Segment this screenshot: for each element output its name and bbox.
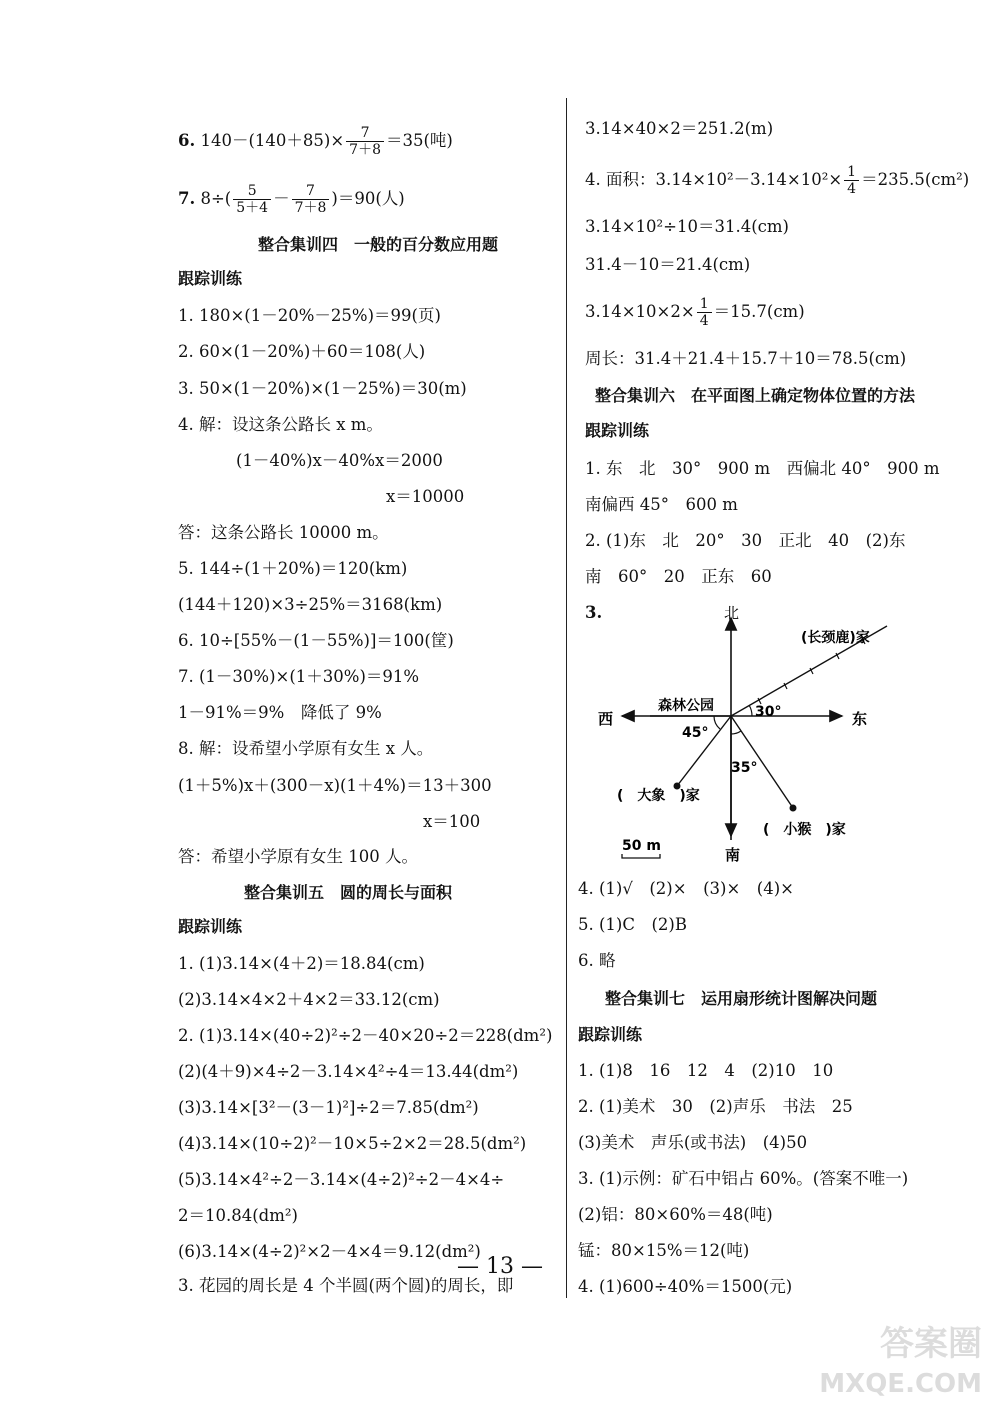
answer-line-quarter: 3.14×10×2× $\frac{1}{4}$ ＝15.7(cm) [585, 296, 805, 329]
answer-line: (3)3.14×[3²－(3－1)²]÷2＝7.85(dm²) [178, 1098, 479, 1117]
answer-line: 1. (1)3.14×(4＋2)＝18.84(cm) [178, 954, 425, 973]
answer-line: (5)3.14×4²÷2－3.14×(4÷2)²÷2－4×4÷ [178, 1170, 505, 1189]
answer-line: 1. 180×(1－20%－25%)＝99(页) [178, 306, 441, 325]
fraction: $\frac{5}{5+4}$ [233, 183, 271, 216]
page-number: — 13 — [457, 1254, 543, 1279]
answer-line: 31.4－10＝21.4(cm) [585, 255, 751, 274]
scale-label: 50 m [622, 838, 661, 854]
equation-line: x＝10000 [386, 487, 465, 506]
angle-label-35: 35° [731, 760, 758, 776]
west-label: 西 [598, 710, 614, 728]
answer-line: 3. [585, 603, 603, 622]
elephant-home-label: ( 大象 )家 [617, 788, 700, 804]
answer-line: 3. 50×(1－20%)×(1－25%)＝30(m) [178, 379, 467, 398]
answer-line: (2)3.14×4×2＋4×2＝33.12(cm) [178, 990, 440, 1009]
answer-line: 1. (1)8 16 12 4 (2)10 10 [578, 1061, 834, 1080]
answer-line: (144＋120)×3÷25%＝3168(km) [178, 595, 443, 614]
answer-line: 3.14×40×2＝251.2(m) [585, 119, 774, 138]
giraffe-home-label: (长颈鹿)家 [801, 630, 870, 646]
answer-line: 5. (1)C (2)B [578, 915, 687, 934]
equation-line: x＝100 [423, 812, 481, 831]
section-title-4: 整合集训四 一般的百分数应用题 [258, 235, 499, 254]
direction-diagram [590, 600, 890, 870]
fraction: $\frac{7}{7+8}$ [292, 183, 330, 216]
section-subtitle: 跟踪训练 [178, 917, 243, 936]
answer-line: 锰：80×15%＝12(吨) [578, 1241, 750, 1260]
answer-line: 南 60° 20 正东 60 [585, 567, 772, 586]
answer-line: 8. 解：设希望小学原有女生 x 人。 [178, 739, 434, 758]
answer-line: 4. (1)√ (2)× (3)× (4)× [578, 879, 794, 898]
section-title-5: 整合集训五 圆的周长与面积 [244, 883, 453, 902]
section-title-6: 整合集训六 在平面图上确定物体位置的方法 [595, 386, 916, 405]
monkey-home-point [790, 805, 797, 812]
east-label: 东 [852, 710, 868, 728]
watermark-en: MXQE.COM [819, 1369, 982, 1399]
answer-line: 2. 60×(1－20%)＋60＝108(人) [178, 342, 426, 361]
answer-line: 6. 略 [578, 951, 616, 970]
answer-line: 4. (1)600÷40%＝1500(元) [578, 1277, 793, 1296]
answer-line: 6. 10÷[55%－(1－55%)]＝100(筐) [178, 631, 454, 650]
page-number-value: 13 [486, 1254, 514, 1279]
answer-line: (3)美术 声乐(或书法) (4)50 [578, 1133, 808, 1152]
angle-arc-30 [749, 705, 752, 716]
answer-line: 答：希望小学原有女生 100 人。 [178, 847, 418, 866]
answer-line: 2. (1)3.14×(40÷2)²÷2－40×20÷2＝228(dm²) [178, 1026, 553, 1045]
answer-line: (6)3.14×(4÷2)²×2－4×4＝9.12(dm²) [178, 1242, 481, 1261]
answer-line: 5. 144÷(1＋20%)＝120(km) [178, 559, 408, 578]
answer-line: 答：这条公路长 10000 m。 [178, 523, 389, 542]
answer-line: 2. (1)东 北 20° 30 正北 40 (2)东 [585, 531, 906, 550]
answer-line: (4)3.14×(10÷2)²－10×5÷2×2＝28.5(dm²) [178, 1134, 527, 1153]
answer-line: 2＝10.84(dm²) [178, 1206, 298, 1225]
answer-line: 南偏西 45° 600 m [585, 495, 738, 514]
answer-line: 3. 花园的周长是 4 个半圆(两个圆)的周长，即 [178, 1276, 514, 1295]
answer-line: (2)铝：80×60%＝48(吨) [578, 1205, 773, 1224]
section-title-7: 整合集训七 运用扇形统计图解决问题 [605, 989, 878, 1008]
forest-park-label: 森林公园 [658, 698, 714, 714]
answer-line: 1－91%＝9% 降低了 9% [178, 703, 382, 722]
column-divider [566, 98, 567, 1298]
answer-line-7: 7. 8÷( $\frac{5}{5+4}$ － $\frac{7}{7+8}$ )＝90(人) [178, 183, 405, 216]
south-label: 南 [725, 846, 741, 864]
answer-line: 4. 解：设这条公路长 x m。 [178, 415, 383, 434]
answer-line-6: 6. 140－(140＋85)× $\frac{7}{7+8}$ ＝35(吨) [178, 125, 453, 158]
equation-line: (1＋5%)x＋(300－x)(1＋4%)＝13＋300 [178, 776, 492, 795]
answer-line: 3.14×10²÷10＝31.4(cm) [585, 217, 789, 236]
watermark-cn: 答案圈 [880, 1324, 982, 1364]
angle-label-30: 30° [755, 704, 782, 720]
section-subtitle: 跟踪训练 [178, 269, 243, 288]
equation-line: (1－40%)x－40%x＝2000 [236, 451, 443, 470]
angle-arc-45 [714, 716, 720, 729]
answer-line: 2. (1)美术 30 (2)声乐 书法 25 [578, 1097, 853, 1116]
fraction: $\frac{1}{4}$ [697, 296, 712, 329]
monkey-home-label: ( 小猴 )家 [763, 822, 846, 838]
section-subtitle: 跟踪训练 [578, 1025, 643, 1044]
answer-line: (2)(4＋9)×4÷2－3.14×4²÷4＝13.44(dm²) [178, 1062, 519, 1081]
answer-line: 3. (1)示例：矿石中铝占 60%。(答案不唯一) [578, 1169, 909, 1188]
scale-bar [622, 854, 660, 858]
answer-line: 1. 东 北 30° 900 m 西偏北 40° 900 m [585, 459, 940, 478]
fraction: $\frac{7}{7+8}$ [346, 125, 384, 158]
answer-line: 7. (1－30%)×(1＋30%)＝91% [178, 667, 420, 686]
fraction: $\frac{1}{4}$ [844, 164, 859, 197]
answer-line-area: 4. 面积：3.14×10²－3.14×10²× $\frac{1}{4}$ ＝235.5(cm²) [585, 164, 970, 197]
north-label: 北 [724, 604, 740, 622]
angle-arc-35 [731, 731, 741, 734]
answer-line: 周长：31.4＋21.4＋15.7＋10＝78.5(cm) [585, 349, 907, 368]
angle-label-45: 45° [682, 725, 709, 741]
section-subtitle: 跟踪训练 [585, 421, 650, 440]
watermark [819, 1324, 982, 1404]
